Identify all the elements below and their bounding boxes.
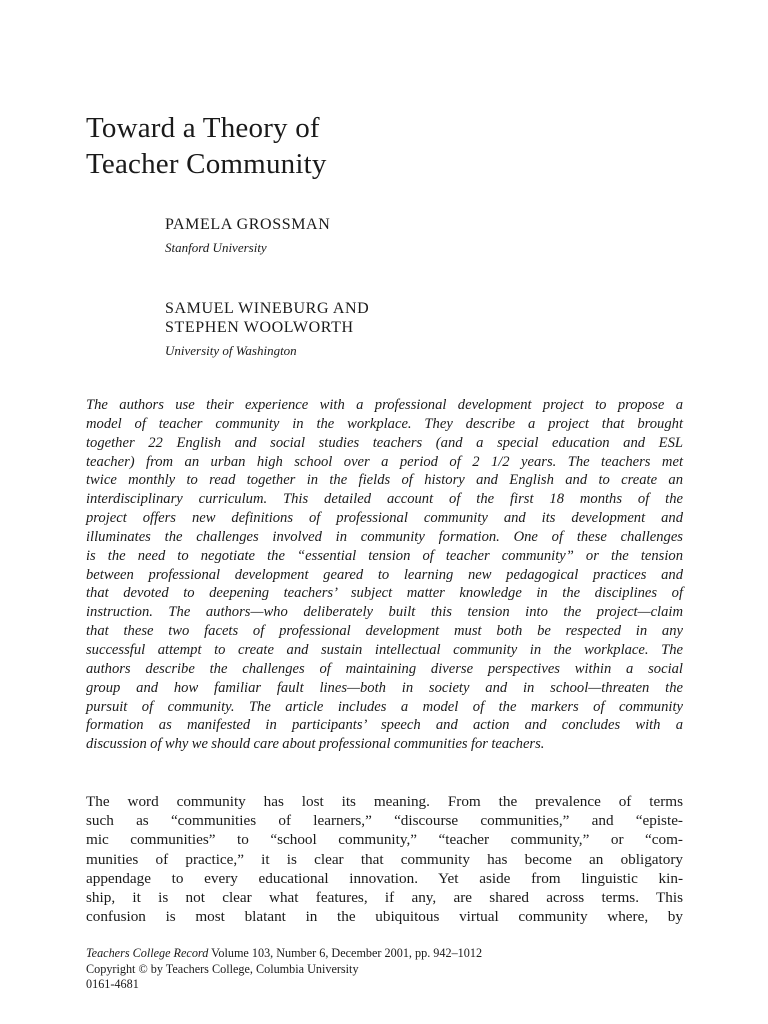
author-name-line: SAMUEL WINEBURG AND xyxy=(165,300,370,317)
abstract-line: pursuit of community. The article includes a model of the markers of community xyxy=(86,698,683,715)
author-block xyxy=(165,299,369,359)
abstract-line: illuminates the challenges involved in community formation. One of these challenges xyxy=(86,528,683,545)
article-title xyxy=(86,110,327,182)
title-line: Teacher Community xyxy=(86,148,327,180)
issn-line: 0161-4681 xyxy=(86,977,139,991)
author-name-line: STEPHEN WOOLWORTH xyxy=(165,319,354,336)
body-line: munities of practice,” it is clear that community has become an obligatory xyxy=(86,850,683,868)
author-name xyxy=(165,215,330,234)
author-name-line: PAMELA GROSSMAN xyxy=(165,216,331,233)
abstract-line: interdisciplinary curriculum. This detailed account of the first 18 months of the xyxy=(86,491,683,508)
body-line: confusion is most blatant in the ubiquitous virtual community where, by xyxy=(86,908,683,926)
abstract-line: is the need to negotiate the “essential tension of teacher community” or the tension xyxy=(86,547,683,564)
journal-name: Teachers College Record xyxy=(86,946,209,960)
abstract-line: model of teacher community in the workplace. They describe a project that brought xyxy=(86,415,683,432)
body-line: ship, it is not clear what features, if any, are shared across terms. This xyxy=(86,889,683,907)
citation-details: Volume 103, Number 6, December 2001, pp. 942–1012 xyxy=(208,946,483,960)
abstract-line: discussion of why we should care about professional communities for teachers. xyxy=(86,736,545,753)
title-line: Toward a Theory of xyxy=(86,112,320,144)
abstract-line: between professional development geared to learning new pedagogical practices and xyxy=(86,566,683,583)
body-line: mic communities” to “school community,” “teacher community,” or “com- xyxy=(86,831,683,849)
publication-footer xyxy=(86,946,482,993)
abstract-line: instruction. The authors—who deliberately built this tension into the project—claim xyxy=(86,604,683,621)
abstract-line: authors describe the challenges of maintaining diverse perspectives within a social xyxy=(86,660,683,677)
body-line: appendage to every educational innovation. Yet aside from linguistic kin- xyxy=(86,869,683,887)
abstract-line: successful attempt to create and sustain intellectual community in the workplace. The xyxy=(86,641,683,658)
abstract-line: project offers new definitions of professional community and its development and xyxy=(86,510,683,527)
abstract-line: group and how familiar fault lines—both in society and in school—threaten the xyxy=(86,679,683,696)
body-paragraph xyxy=(86,792,683,926)
abstract-line: together 22 English and social studies teachers (and a special education and ESL xyxy=(86,434,683,451)
body-line: The word community has lost its meaning. From the prevalence of terms xyxy=(86,793,683,810)
abstract xyxy=(86,396,683,754)
author-name xyxy=(165,299,369,337)
abstract-line: The authors use their experience with a professional development project to propose a xyxy=(86,397,683,413)
abstract-line: formation as manifested in participants’ speech and action and concludes with a xyxy=(86,717,683,734)
author-affiliation: University of Washington xyxy=(165,343,297,358)
abstract-line: teacher) from an urban high school over a period of 2 1/2 years. The teachers met xyxy=(86,453,683,470)
body-line: such as “communities of learners,” “discourse communities,” and “episte- xyxy=(86,812,683,830)
abstract-line: twice monthly to read together in the fields of history and English and to create an xyxy=(86,472,683,489)
author-block xyxy=(165,215,330,256)
citation-line xyxy=(86,946,482,962)
abstract-line: that these two facets of professional development must both be respected in any xyxy=(86,623,683,640)
abstract-line: that devoted to deepening teachers’ subject matter knowledge in the disciplines of xyxy=(86,585,683,602)
author-affiliation: Stanford University xyxy=(165,240,267,255)
copyright-line: Copyright © by Teachers College, Columbia University xyxy=(86,961,359,976)
